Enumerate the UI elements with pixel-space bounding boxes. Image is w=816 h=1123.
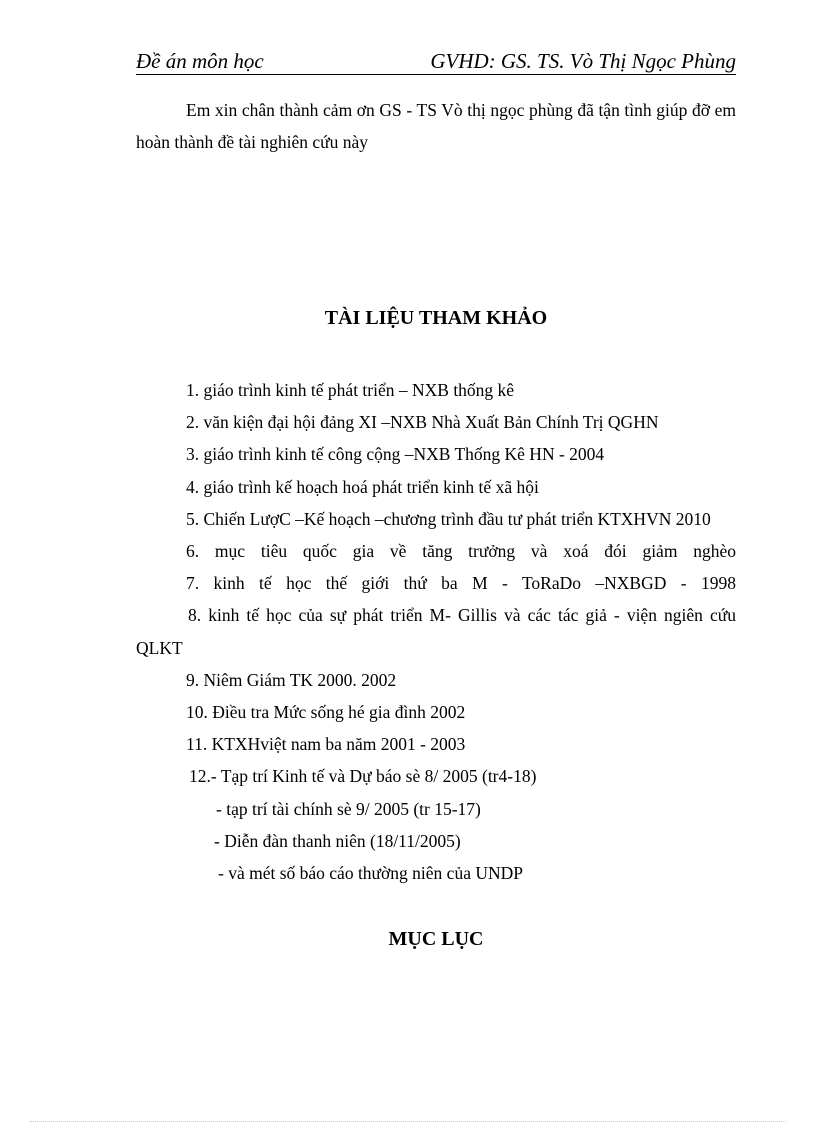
reference-item: 2. văn kiện đại hội đảng XI –NXB Nhà Xuất Bản Chính Trị QGHN: [186, 412, 659, 433]
references-list: [136, 374, 736, 889]
reference-item: 7. kinh tế học thế giới thứ ba M - ToRaDo –NXBGD - 1998: [186, 573, 736, 594]
acknowledgement-paragraph: [136, 94, 736, 158]
reference-item: 9. Niêm Giám TK 2000. 2002: [186, 669, 397, 690]
reference-item: 6. mục tiêu quốc gia về tăng trưởng và xoá đói giảm nghèo: [186, 541, 736, 562]
reference-item: 11. KTXHviệt nam ba năm 2001 - 2003: [186, 734, 466, 755]
sub-reference-item: - và mét số báo cáo thường niên của UNDP: [218, 863, 523, 884]
sub-reference-item: - tạp trí tài chính sè 9/ 2005 (tr 15-17): [216, 798, 481, 819]
reference-item: 4. giáo trình kế hoạch hoá phát triển kinh tế xã hội: [186, 476, 539, 497]
sub-reference-item: - Diễn đàn thanh niên (18/11/2005): [214, 830, 461, 851]
reference-item: 10. Điều tra Mức sống hé gia đình 2002: [186, 702, 466, 723]
header-supervisor: GVHD: GS. TS. Vò Thị Ngọc Phùng: [430, 49, 736, 73]
reference-item: 12.- Tạp trí Kinh tế và Dự báo sè 8/ 2005 (tr4-18): [189, 766, 537, 787]
page-header: [136, 48, 736, 75]
acknowledgement-text: Em xin chân thành cảm ơn GS - TS Vò thị ngọc phùng đã tận tình giúp đỡ em hoàn thành đề tài nghiên cứu này: [136, 100, 736, 152]
header-course-title: Đề án môn học: [136, 49, 264, 73]
page-bottom-divider: [30, 1121, 786, 1122]
reference-item: 1. giáo trình kinh tế phát triển – NXB thống kê: [186, 380, 515, 400]
references-heading: TÀI LIỆU THAM KHẢO: [324, 307, 548, 329]
reference-item: 8. kinh tế học của sự phát triển M- Gillis và các tác giả - viện ngiên cứu QLKT: [136, 605, 736, 658]
contents-heading: MỤC LỤC: [388, 928, 484, 950]
reference-item: 5. Chiến LượC –Kế hoạch –chương trình đầu tư phát triển KTXHVN 2010: [186, 508, 711, 529]
reference-item: 3. giáo trình kinh tế công cộng –NXB Thống Kê HN - 2004: [186, 444, 605, 465]
